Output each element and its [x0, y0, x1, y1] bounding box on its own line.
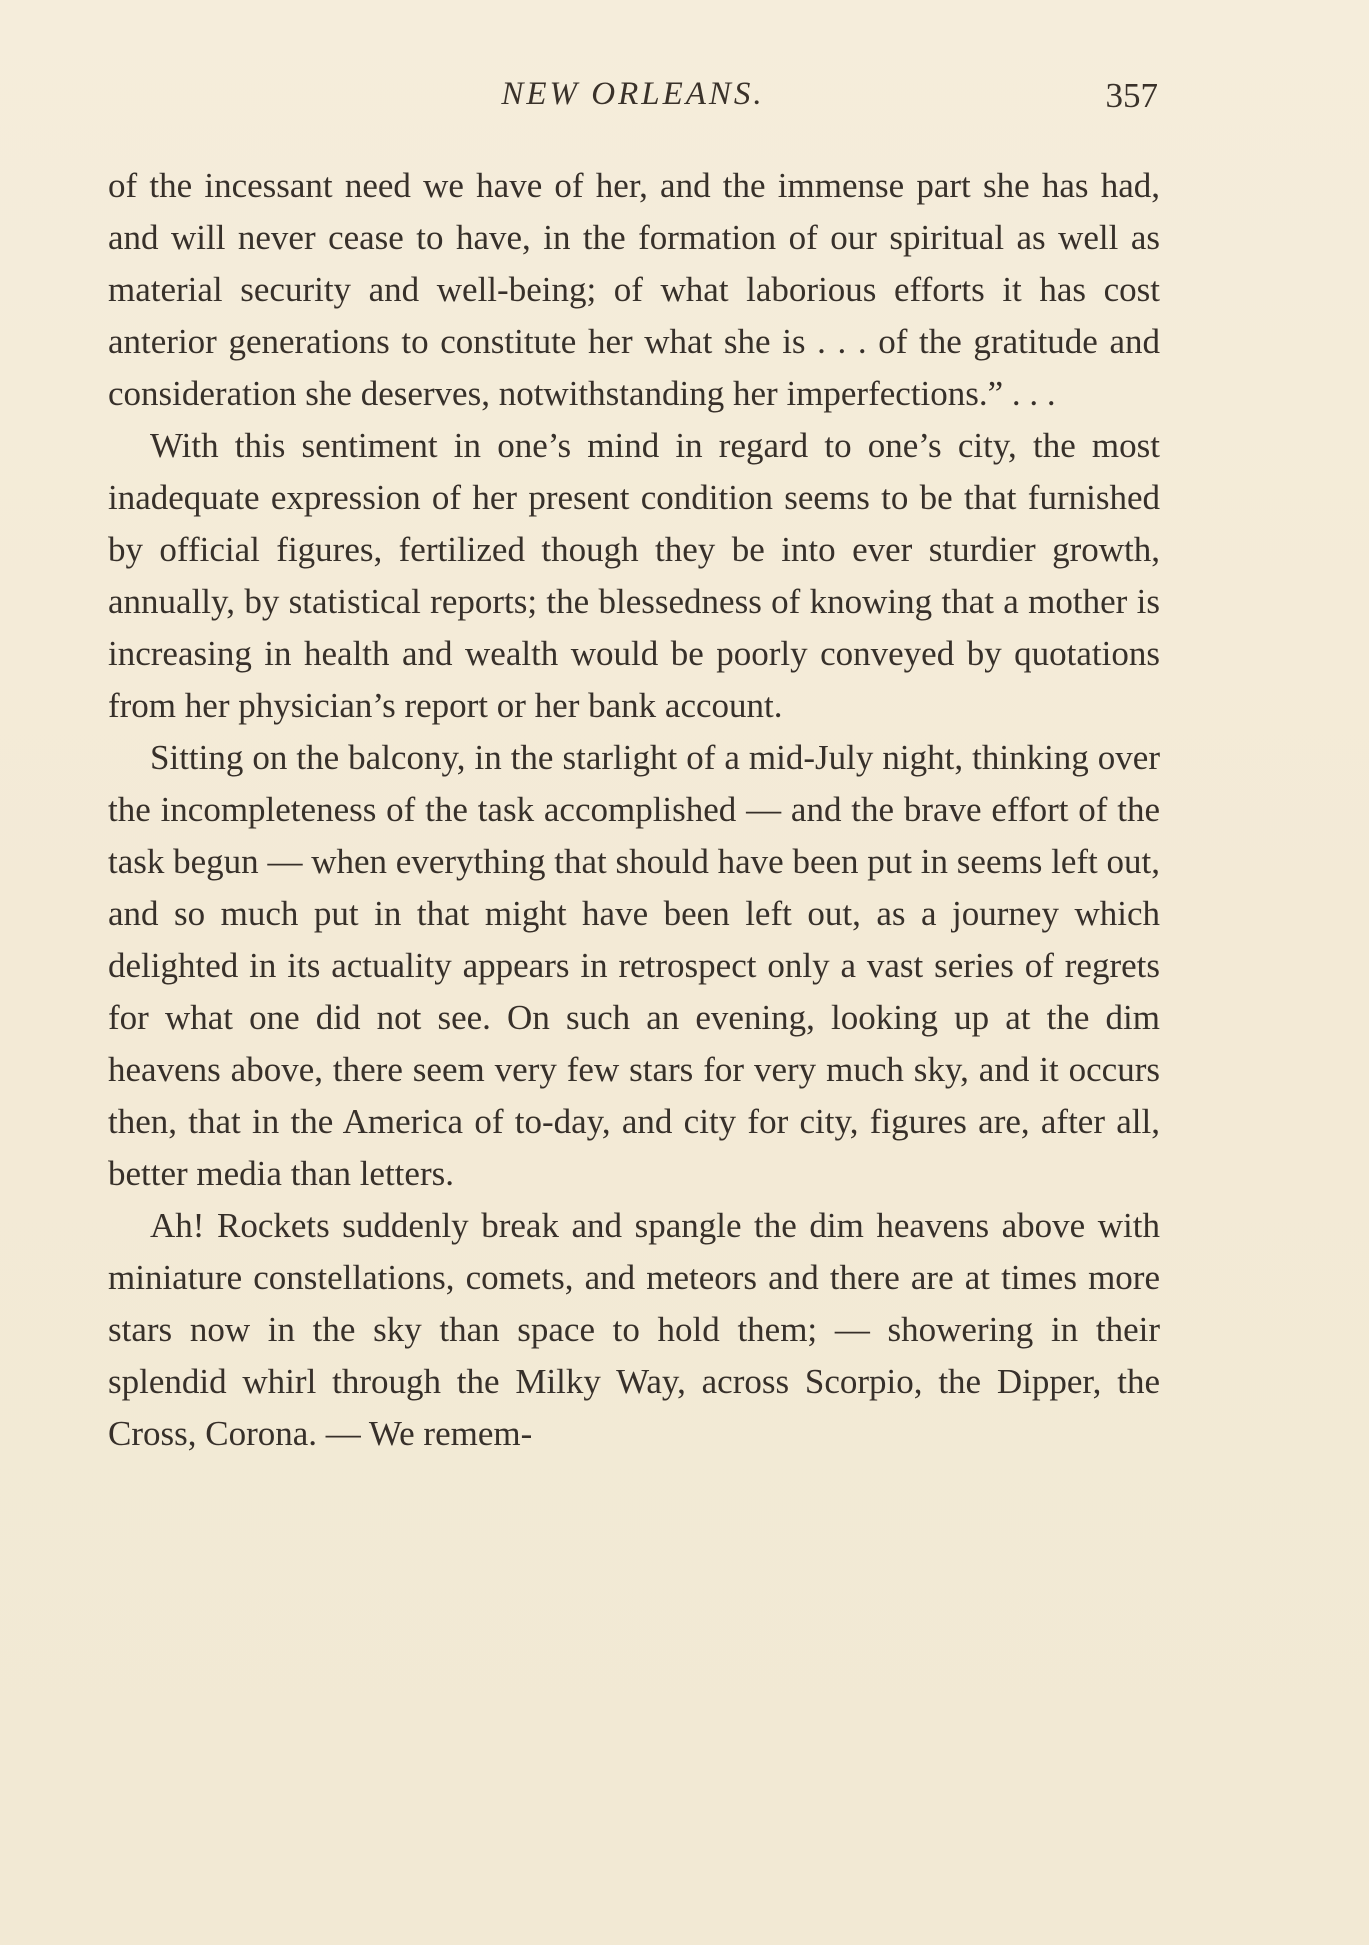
paragraph: With this sentiment in one’s mind in regard to one’s city, the most inadequate expression of her present condition seems to be that furnished by official figures, fertilized though they be into ever sturdier growth, annually, by statistical reports; the blessedness of knowing that a mother is increasing in health and wealth would be poorly conveyed by quotations from her physician’s report or her bank account.	[108, 426, 1160, 725]
paragraph: Sitting on the balcony, in the starlight of a mid-July night, thinking over the incompleteness of the task accomplished — and the brave effort of the task begun — when everything that should have been put in seems left out, and so much put in that might have been left out, as a journey which delighted in its actuality appears in retrospect only a vast series of regrets for what one did not see. On such an evening, looking up at the dim heavens above, there seem very few stars for very much sky, and it occurs then, that in the America of to-day, and city for city, figures are, after all, better media than letters.	[108, 738, 1160, 1193]
paragraph-continuation: of the incessant need we have of her, and the immense part she has had, and will never cease to have, in the formation of our spiritual as well as material security and well-being; of what laborious efforts it has cost anterior generations to constitute her what she is . . . of the gratitude and consideration she deserves, notwithstanding her imperfections.” . . .	[108, 166, 1160, 413]
page-number: 357	[1105, 76, 1158, 115]
running-head: NEW ORLEANS.	[501, 76, 765, 112]
body-text	[108, 160, 1160, 1460]
page-header	[108, 76, 1158, 126]
paragraph: Ah! Rockets suddenly break and spangle the dim heavens above with miniature constellations, comets, and meteors and there are at times more stars now in the sky than space to hold them; — showering in their splendid whirl through the Milky Way, across Scorpio, the Dipper, the Cross, Corona. — We remem-	[108, 1206, 1160, 1453]
